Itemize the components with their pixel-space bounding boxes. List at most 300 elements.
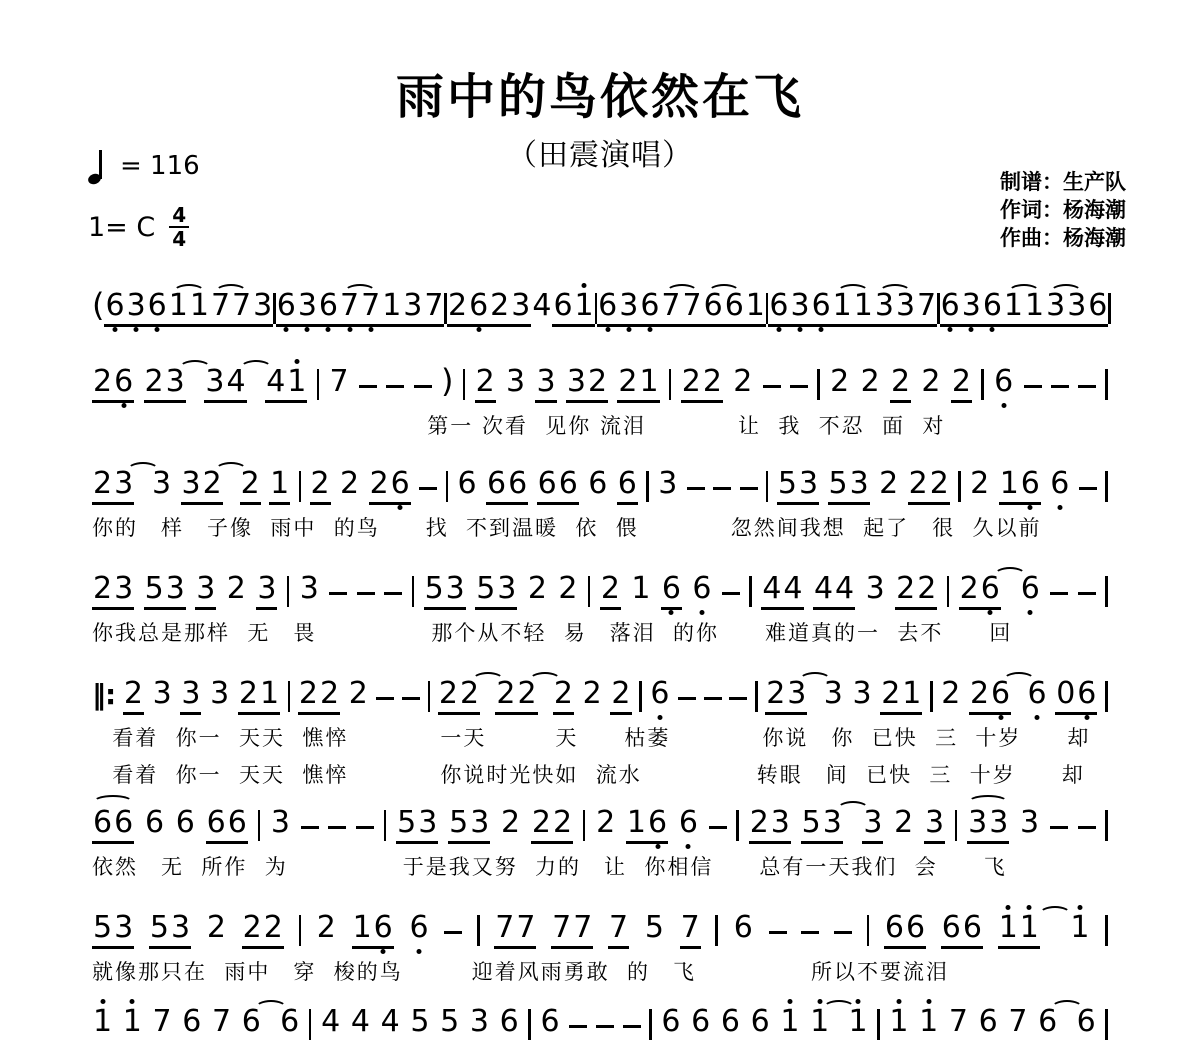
notation-system bbox=[92, 906, 1108, 986]
note-digit: 4 bbox=[762, 571, 782, 606]
note-digit: 2 bbox=[596, 805, 616, 840]
note bbox=[147, 288, 189, 327]
note-digit: 7 bbox=[212, 1004, 232, 1039]
note-digit: 6 bbox=[720, 1004, 740, 1039]
note bbox=[610, 676, 631, 715]
note-digit: 2 bbox=[929, 466, 949, 501]
note-digit: 2 bbox=[766, 676, 786, 711]
note bbox=[270, 805, 291, 844]
note-digit: 2 bbox=[618, 364, 638, 399]
note bbox=[750, 1004, 771, 1043]
parenthesis: ) bbox=[440, 362, 454, 400]
note-digit: 2 bbox=[611, 676, 631, 711]
barline bbox=[428, 681, 431, 712]
octave-dot-high bbox=[1027, 905, 1032, 910]
barline bbox=[287, 576, 290, 607]
note-digit: 7 bbox=[339, 291, 360, 321]
note bbox=[660, 1004, 681, 1043]
note-digit: 3 bbox=[470, 805, 490, 840]
note bbox=[152, 1004, 173, 1043]
note-digit: 6 bbox=[703, 288, 723, 323]
note-digit: 3 bbox=[181, 466, 201, 501]
note bbox=[195, 571, 216, 610]
dash-note bbox=[376, 697, 394, 701]
dash-note bbox=[328, 826, 346, 830]
note bbox=[537, 466, 579, 505]
note bbox=[880, 676, 922, 715]
barline bbox=[1105, 810, 1108, 841]
note-digit: 6 bbox=[1020, 469, 1041, 499]
page-title: 雨中的鸟依然在飞 bbox=[395, 69, 804, 125]
note bbox=[1066, 288, 1108, 327]
barline bbox=[528, 1009, 531, 1040]
octave-dot-low bbox=[969, 327, 974, 332]
key-signature bbox=[88, 204, 189, 250]
note bbox=[92, 466, 134, 505]
dash-note bbox=[709, 826, 727, 830]
note bbox=[209, 676, 230, 715]
note-digit: 6 bbox=[990, 679, 1011, 709]
note bbox=[92, 364, 134, 403]
note bbox=[865, 571, 886, 610]
note-row bbox=[92, 801, 1108, 844]
octave-dot-low bbox=[655, 844, 660, 849]
dash-note bbox=[1051, 385, 1069, 389]
note-digit: 6 bbox=[588, 466, 608, 501]
note-digit: 5 bbox=[93, 910, 113, 945]
tempo-marking bbox=[88, 148, 200, 184]
note-digit: 3 bbox=[181, 676, 201, 711]
note bbox=[144, 364, 186, 403]
note-digit: 3 bbox=[925, 805, 945, 840]
barline bbox=[947, 576, 950, 607]
barline bbox=[736, 810, 739, 841]
barline bbox=[384, 810, 387, 841]
dash-note bbox=[596, 1025, 614, 1029]
note-digit: 6 bbox=[962, 910, 982, 945]
note-digit: 7 bbox=[232, 288, 252, 323]
note bbox=[211, 1004, 232, 1043]
dash-note bbox=[769, 931, 787, 935]
note-digit: 6 bbox=[724, 288, 744, 323]
barline bbox=[1105, 915, 1108, 946]
note-digit: 2 bbox=[340, 466, 360, 501]
note-digit: 3 bbox=[865, 571, 885, 606]
note-digit: 3 bbox=[418, 805, 438, 840]
lyrics-line: 你我总是那样 无 畏 那个从不轻 易 落泪 的你 难道真的一 去不 回 bbox=[92, 621, 1013, 645]
note-digit: 5 bbox=[828, 466, 848, 501]
octave-dot-high bbox=[582, 283, 587, 288]
note bbox=[941, 910, 983, 949]
note-digit: 6 bbox=[318, 291, 339, 321]
octave-dot-low bbox=[121, 403, 126, 408]
note-digit: 7 bbox=[573, 910, 593, 945]
octave-dot-low bbox=[798, 327, 803, 332]
note-digit: 1 bbox=[1019, 913, 1040, 943]
barline bbox=[766, 471, 769, 502]
note-digit: 2 bbox=[908, 466, 928, 501]
note-digit: 2 bbox=[941, 676, 961, 711]
note bbox=[1055, 676, 1097, 715]
note bbox=[329, 364, 350, 403]
note bbox=[495, 676, 537, 715]
note-digit: 3 bbox=[822, 805, 842, 840]
note bbox=[475, 364, 496, 403]
note-digit: 6 bbox=[1026, 679, 1047, 709]
note-digit: 1 bbox=[626, 805, 646, 840]
barline bbox=[1105, 471, 1108, 502]
note-digit: 7 bbox=[329, 364, 349, 399]
dash-note bbox=[444, 931, 462, 935]
dash-note bbox=[763, 385, 781, 389]
octave-dot-low bbox=[990, 327, 995, 332]
octave-dot-high bbox=[100, 999, 105, 1004]
note bbox=[475, 571, 517, 610]
note bbox=[860, 364, 881, 403]
parenthesis: ( bbox=[92, 286, 105, 324]
lyrics-line: 就像那只在 雨中 穿 梭的鸟 迎着风雨勇敢 的 飞 所以不要流泪 bbox=[92, 960, 950, 984]
note-digit: 6 bbox=[487, 466, 507, 501]
dash-note bbox=[1078, 592, 1096, 596]
note bbox=[1019, 805, 1040, 844]
note bbox=[617, 466, 638, 505]
note-digit: 3 bbox=[152, 466, 172, 501]
note bbox=[149, 910, 191, 949]
note bbox=[884, 910, 926, 949]
note bbox=[206, 910, 227, 949]
note bbox=[600, 571, 621, 610]
octave-dot-low bbox=[398, 505, 403, 510]
note-digit: 6 bbox=[639, 291, 660, 321]
note-digit: 6 bbox=[980, 574, 1001, 604]
note-digit: 2 bbox=[970, 466, 990, 501]
note bbox=[724, 288, 766, 327]
note-digit: 2 bbox=[316, 910, 336, 945]
note bbox=[940, 676, 961, 715]
note bbox=[180, 676, 201, 715]
note bbox=[151, 466, 172, 505]
octave-dot-low bbox=[134, 327, 139, 332]
note bbox=[678, 805, 699, 844]
note-digit: 2 bbox=[517, 676, 537, 711]
note-digit: 2 bbox=[582, 676, 602, 711]
note-digit: 5 bbox=[397, 805, 417, 840]
note-digit: 5 bbox=[424, 571, 444, 606]
note-digit: 2 bbox=[460, 676, 480, 711]
note-digit: 3 bbox=[789, 291, 810, 321]
note bbox=[352, 910, 394, 949]
note bbox=[626, 805, 668, 844]
quarter-note-icon bbox=[88, 148, 104, 184]
note-digit: 3 bbox=[210, 676, 230, 711]
note-digit: 6 bbox=[553, 288, 573, 323]
octave-dot-low bbox=[326, 327, 331, 332]
dash-note bbox=[729, 697, 747, 701]
note-digit: 3 bbox=[770, 805, 790, 840]
note bbox=[657, 466, 678, 505]
note-digit: 6 bbox=[175, 805, 195, 840]
note-digit: 6 bbox=[390, 469, 411, 499]
note-digit: 2 bbox=[319, 676, 340, 711]
octave-dot-low bbox=[819, 327, 824, 332]
lyrics-line: 你的 样 子像 雨中 的鸟 找 不到温暖 依 偎 忽然间我想 起了 很 久以前 bbox=[92, 516, 1042, 540]
note-digit: 1 bbox=[639, 364, 659, 399]
note-digit: 4 bbox=[813, 571, 834, 606]
note-digit: 1 bbox=[259, 676, 280, 711]
note-digit: 2 bbox=[749, 805, 769, 840]
note bbox=[1007, 1004, 1028, 1043]
barline bbox=[317, 369, 320, 400]
note-digit: 6 bbox=[93, 805, 113, 840]
note bbox=[969, 676, 1011, 715]
note-digit: 6 bbox=[691, 574, 712, 604]
note bbox=[853, 288, 895, 327]
note-digit: 6 bbox=[457, 466, 477, 501]
barline bbox=[715, 915, 718, 946]
note bbox=[238, 676, 280, 715]
note bbox=[242, 910, 284, 949]
note-digit: 3 bbox=[469, 1004, 489, 1039]
note-digit: 4 bbox=[350, 1004, 370, 1039]
note-digit: 1 bbox=[92, 1007, 113, 1037]
note-digit: 2 bbox=[830, 364, 850, 399]
note-digit: 7 bbox=[495, 910, 515, 945]
note bbox=[630, 571, 651, 610]
note-digit: 6 bbox=[499, 1004, 519, 1039]
note-digit: 6 bbox=[113, 367, 134, 397]
note-digit: 4 bbox=[321, 1004, 341, 1039]
note bbox=[888, 1004, 909, 1043]
note bbox=[595, 805, 616, 844]
note-digit: 6 bbox=[280, 1004, 300, 1039]
barline bbox=[477, 915, 480, 946]
note bbox=[527, 571, 548, 610]
note bbox=[661, 571, 682, 610]
note bbox=[967, 805, 1009, 844]
note-digit: 6 bbox=[750, 1004, 770, 1039]
note-digit: 3 bbox=[799, 466, 819, 501]
note-digit: 6 bbox=[508, 466, 528, 501]
credits-block bbox=[1000, 168, 1126, 252]
note-digit: 2 bbox=[93, 571, 113, 606]
note bbox=[828, 466, 870, 505]
note bbox=[204, 364, 246, 403]
note-digit: 6 bbox=[206, 805, 226, 840]
note bbox=[749, 805, 791, 844]
note-digit: 7 bbox=[609, 910, 629, 945]
note-digit: 2 bbox=[475, 364, 495, 399]
dash-note bbox=[569, 1025, 587, 1029]
note bbox=[552, 288, 594, 327]
note-digit: 1 bbox=[999, 466, 1019, 501]
barline bbox=[299, 471, 302, 502]
note bbox=[92, 1004, 113, 1043]
time-signature-numerator: 4 bbox=[169, 204, 189, 228]
note bbox=[269, 466, 290, 505]
performer-subtitle: （田震演唱） bbox=[507, 138, 693, 173]
note-digit: 6 bbox=[241, 1004, 261, 1039]
barline bbox=[646, 471, 649, 502]
dash-note bbox=[678, 697, 696, 701]
octave-dot-low bbox=[417, 949, 422, 954]
note-digit: 2 bbox=[890, 364, 911, 399]
note bbox=[409, 1004, 430, 1043]
note-digit: 2 bbox=[896, 571, 916, 606]
note-digit: 4 bbox=[532, 288, 552, 323]
note bbox=[761, 571, 803, 610]
note-digit: 2 bbox=[438, 676, 459, 711]
note-digit: 6 bbox=[227, 805, 247, 840]
note bbox=[350, 1004, 371, 1043]
barline bbox=[588, 576, 591, 607]
note-digit: 7 bbox=[360, 291, 381, 321]
note bbox=[424, 571, 466, 610]
dash-note bbox=[402, 697, 420, 701]
note bbox=[811, 288, 853, 327]
note-digit: 7 bbox=[210, 288, 231, 323]
note-digit: 6 bbox=[276, 291, 297, 321]
note-digit: 7 bbox=[661, 288, 681, 323]
barline bbox=[981, 369, 984, 400]
note-digit: 1 bbox=[1025, 288, 1045, 323]
note-digit: 6 bbox=[661, 574, 682, 604]
note-digit: 2 bbox=[600, 571, 620, 606]
octave-dot-low bbox=[1057, 505, 1062, 510]
note-digit: 3 bbox=[849, 466, 869, 501]
note bbox=[732, 364, 753, 403]
note-digit: 2 bbox=[552, 805, 573, 840]
note-digit: 3 bbox=[205, 364, 225, 399]
octave-dot-low bbox=[155, 327, 160, 332]
note-digit: 6 bbox=[978, 1004, 998, 1039]
note-digit: 2 bbox=[527, 571, 547, 606]
note bbox=[895, 571, 937, 610]
notation-system bbox=[92, 567, 1108, 647]
note bbox=[720, 1004, 741, 1043]
note bbox=[649, 676, 670, 715]
note-digit: 6 bbox=[537, 466, 557, 501]
note bbox=[681, 364, 723, 403]
note-digit: 2 bbox=[240, 466, 260, 501]
note bbox=[175, 805, 196, 844]
note bbox=[226, 571, 247, 610]
barline bbox=[877, 1009, 880, 1040]
note-digit: 6 bbox=[884, 910, 904, 945]
note bbox=[1076, 1004, 1097, 1043]
note-digit: 2 bbox=[369, 466, 389, 501]
note-digit: 1 bbox=[998, 913, 1019, 943]
note-digit: 3 bbox=[497, 571, 517, 606]
note-digit: 3 bbox=[152, 676, 172, 711]
note bbox=[231, 288, 273, 327]
note-digit: 3 bbox=[299, 571, 319, 606]
note-digit: 5 bbox=[149, 910, 169, 945]
note-row bbox=[92, 462, 1108, 505]
dash-note bbox=[801, 931, 819, 935]
note-digit: 2 bbox=[501, 805, 521, 840]
note-digit: 2 bbox=[144, 364, 164, 399]
note-digit: 2 bbox=[860, 364, 880, 399]
dash-note bbox=[357, 592, 375, 596]
note-row bbox=[92, 284, 1108, 327]
note-digit: 6 bbox=[982, 291, 1003, 321]
note-digit: 6 bbox=[691, 1004, 711, 1039]
note-digit: 6 bbox=[373, 913, 394, 943]
note-row bbox=[92, 1000, 1108, 1043]
dash-note bbox=[1078, 826, 1096, 830]
note-digit: 6 bbox=[1076, 679, 1097, 709]
note bbox=[813, 571, 855, 610]
dash-note bbox=[834, 931, 852, 935]
note-digit: 2 bbox=[959, 571, 979, 606]
note bbox=[680, 910, 701, 949]
octave-dot-low bbox=[988, 610, 993, 615]
note-digit: 1 bbox=[1003, 288, 1024, 323]
note-digit: 3 bbox=[506, 364, 526, 399]
note-digit: 2 bbox=[447, 288, 468, 323]
note bbox=[181, 466, 223, 505]
note bbox=[587, 466, 608, 505]
note bbox=[644, 910, 665, 949]
note-digit: 2 bbox=[310, 466, 330, 501]
note-digit: 3 bbox=[171, 910, 191, 945]
note bbox=[494, 910, 536, 949]
note bbox=[310, 466, 331, 505]
note-digit: 7 bbox=[516, 910, 536, 945]
note bbox=[768, 288, 810, 327]
note bbox=[617, 364, 659, 403]
note-digit: 3 bbox=[196, 571, 216, 606]
note bbox=[551, 910, 593, 949]
octave-dot-low bbox=[605, 327, 610, 332]
note-digit: 4 bbox=[226, 364, 246, 399]
barline bbox=[669, 369, 672, 400]
note-digit: 7 bbox=[424, 288, 444, 323]
octave-dot-low bbox=[381, 949, 386, 954]
note-digit: 1 bbox=[189, 288, 209, 323]
note-digit: 3 bbox=[989, 805, 1009, 840]
note bbox=[998, 910, 1040, 949]
note-digit: 2 bbox=[298, 676, 318, 711]
note-digit: 6 bbox=[558, 466, 578, 501]
note-digit: 0 bbox=[1056, 676, 1076, 711]
note-digit: 2 bbox=[263, 910, 283, 945]
octave-dot-low bbox=[626, 327, 631, 332]
note-digit: 3 bbox=[566, 364, 586, 399]
notation-system bbox=[92, 801, 1108, 881]
note-digit: 6 bbox=[144, 805, 165, 840]
barline bbox=[930, 681, 933, 712]
note bbox=[539, 1004, 560, 1043]
barline bbox=[639, 681, 642, 712]
note-digit: 1 bbox=[832, 288, 852, 323]
barline bbox=[955, 810, 958, 841]
dash-note bbox=[384, 592, 402, 596]
note-digit: 2 bbox=[202, 466, 222, 501]
barline bbox=[1108, 293, 1111, 324]
note-digit: 3 bbox=[165, 571, 185, 606]
note-digit: 3 bbox=[658, 466, 678, 501]
note bbox=[396, 805, 438, 844]
barline bbox=[755, 681, 758, 712]
note bbox=[240, 466, 261, 505]
note-digit: 5 bbox=[476, 571, 496, 606]
note-digit: 2 bbox=[969, 676, 990, 711]
dash-note bbox=[359, 385, 377, 389]
octave-dot-high bbox=[787, 999, 792, 1004]
note bbox=[144, 805, 165, 844]
note bbox=[908, 466, 950, 505]
